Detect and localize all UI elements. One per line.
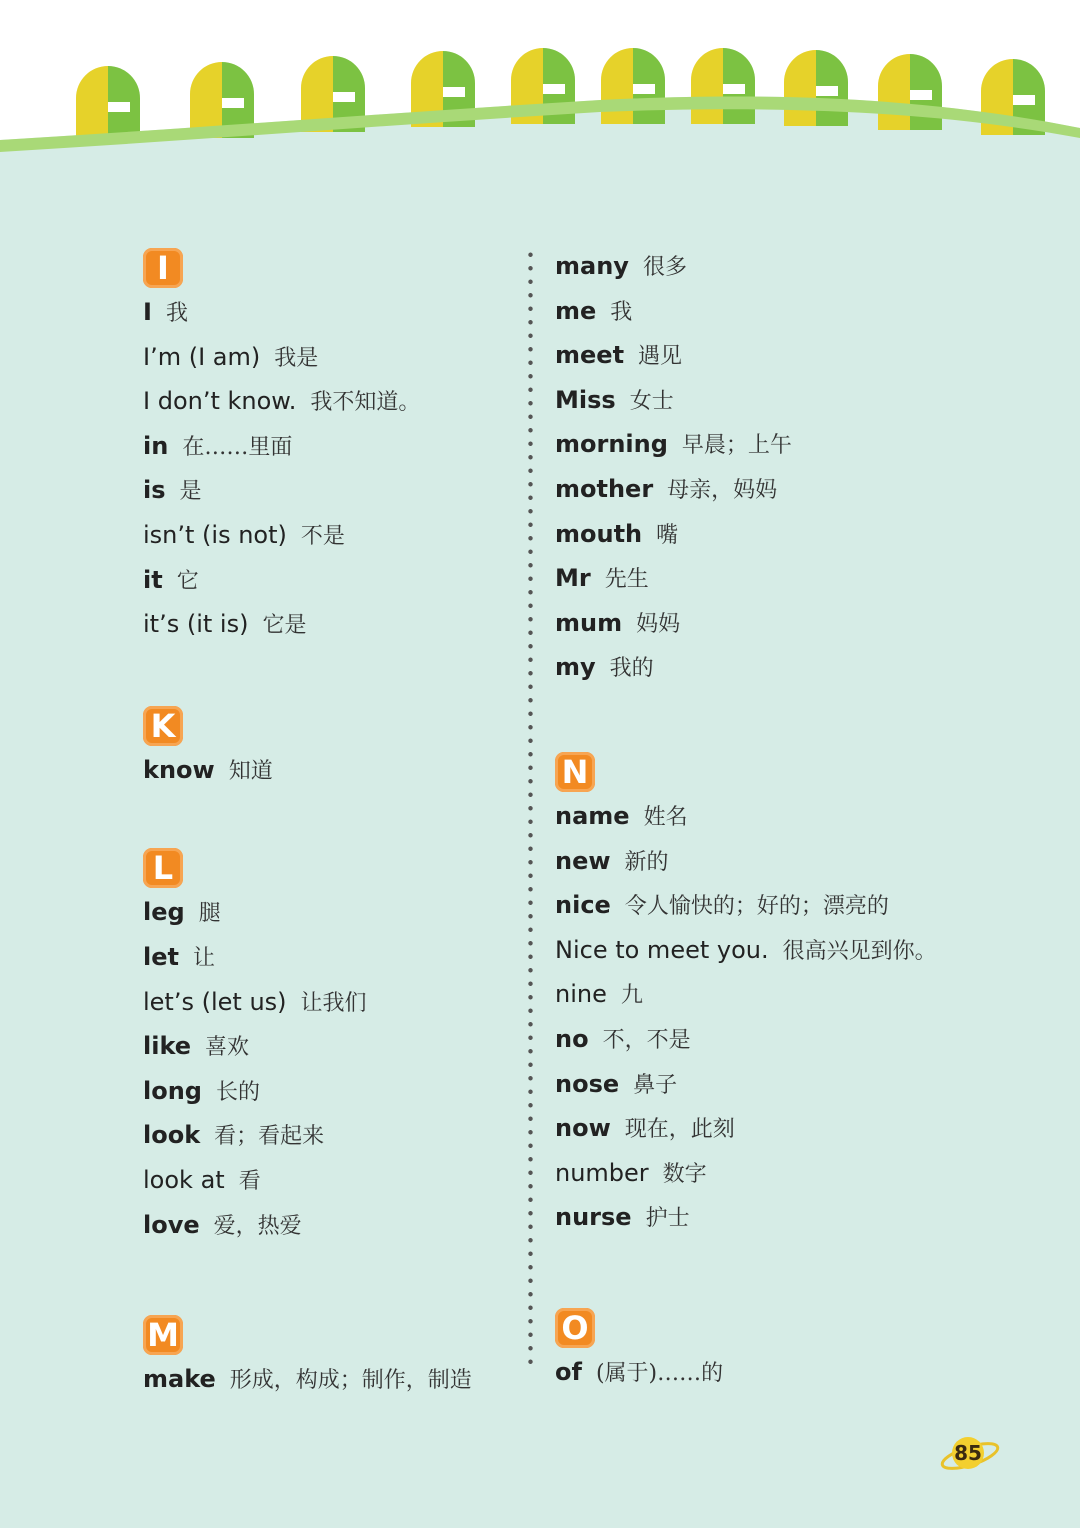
vocab-entry (143, 290, 523, 335)
vocab-entry (555, 1017, 1055, 1062)
chinese-meaning: 我是 (274, 345, 319, 371)
english-word: now (555, 1114, 611, 1143)
vocab-entry (555, 1195, 1055, 1240)
english-word: Mr (555, 564, 591, 593)
vocab-entry (555, 1106, 1055, 1151)
section-gap (555, 1240, 1055, 1304)
section-gap (143, 792, 523, 844)
left-column (143, 244, 523, 1402)
vocab-entry (143, 335, 523, 380)
vocab-entry (143, 468, 523, 513)
english-word: I’m (I am) (143, 342, 261, 371)
chinese-meaning: 它 (176, 568, 199, 594)
chinese-meaning: 让 (192, 945, 215, 971)
vocab-entry (555, 972, 1055, 1017)
english-word: Miss (555, 385, 616, 414)
chinese-meaning: 数字 (662, 1161, 707, 1187)
letter-badge: K (143, 706, 183, 746)
vocab-entry (555, 467, 1055, 512)
letter-section (555, 1308, 1055, 1395)
page-number: 85 (954, 1441, 982, 1465)
letter-badge: M (143, 1315, 183, 1355)
vocab-entry (143, 935, 523, 980)
letter-badge: I (143, 248, 183, 288)
english-word: like (143, 1032, 192, 1061)
english-word: number (555, 1158, 649, 1187)
english-word: Nice to meet you. (555, 935, 769, 964)
vocab-entry (555, 333, 1055, 378)
english-word: me (555, 296, 597, 325)
vocab-entry (143, 1113, 523, 1158)
tree-leaf-left (878, 54, 910, 130)
vocab-entry (143, 748, 523, 793)
english-word: is (143, 476, 166, 505)
vocab-entry (555, 883, 1055, 928)
vocab-entry (555, 422, 1055, 467)
vocab-entry (143, 513, 523, 558)
letter-section (555, 244, 1055, 690)
chinese-meaning: 我 (165, 301, 188, 326)
chinese-meaning: 鼻子 (633, 1072, 678, 1098)
english-word: morning (555, 430, 668, 459)
vocab-entry (143, 890, 523, 935)
chinese-meaning: 新的 (624, 849, 669, 875)
english-word: nine (555, 980, 607, 1009)
chinese-meaning: 让我们 (300, 990, 367, 1016)
letter-section (143, 848, 523, 1247)
vocab-entry (555, 289, 1055, 334)
english-word: new (555, 846, 611, 875)
chinese-meaning: (属于)……的 (595, 1360, 724, 1386)
chinese-meaning: 现在，此刻 (624, 1117, 735, 1143)
tree-notch (910, 90, 932, 100)
tree-leaf-left (784, 50, 816, 126)
letter-section (143, 706, 523, 793)
english-word: mother (555, 474, 654, 503)
english-word: meet (555, 341, 625, 370)
chinese-meaning: 女士 (629, 388, 674, 414)
vocab-entry (143, 1158, 523, 1203)
english-word: nice (555, 891, 611, 920)
english-word: it’s (it is) (143, 610, 249, 639)
chinese-meaning: 姓名 (643, 804, 688, 830)
chinese-meaning: 不是 (300, 523, 345, 549)
vocab-entry (555, 378, 1055, 423)
english-word: many (555, 252, 629, 280)
chinese-meaning: 九 (620, 983, 643, 1009)
vocab-entry (555, 794, 1055, 839)
chinese-meaning: 腿 (198, 901, 221, 927)
english-word: I don’t know. (143, 387, 297, 416)
chinese-meaning: 护士 (645, 1206, 690, 1232)
chinese-meaning: 知道 (228, 758, 273, 784)
vocab-entry (143, 980, 523, 1025)
chinese-meaning: 遇见 (638, 344, 683, 370)
tree-notch (633, 84, 655, 94)
vocab-entry (555, 1062, 1055, 1107)
chinese-meaning: 妈妈 (636, 611, 681, 637)
vocab-entry (555, 244, 1055, 289)
letter-section (555, 752, 1055, 1240)
english-word: mum (555, 608, 623, 637)
tree-notch (222, 98, 244, 108)
english-word: look (143, 1121, 201, 1150)
vocab-entry (555, 556, 1055, 601)
chinese-meaning: 很高兴见到你。 (782, 938, 937, 964)
english-word: it (143, 565, 163, 594)
chinese-meaning: 母亲，妈妈 (667, 477, 778, 503)
chinese-meaning: 在……里面 (182, 434, 293, 460)
tree-notch (543, 84, 565, 94)
chinese-meaning: 早晨；上午 (681, 433, 792, 459)
english-word: long (143, 1076, 202, 1105)
vocab-entry (143, 602, 523, 647)
vocab-entry (555, 928, 1055, 973)
chinese-meaning: 很多 (642, 255, 687, 280)
letter-badge: N (555, 752, 595, 792)
english-word: look at (143, 1165, 225, 1194)
chinese-meaning: 它是 (262, 613, 307, 639)
chinese-meaning: 形成，构成；制作，制造 (229, 1368, 472, 1394)
english-word: leg (143, 898, 185, 927)
english-word: let (143, 942, 179, 971)
chinese-meaning: 看 (238, 1168, 261, 1194)
right-column (555, 244, 1055, 1394)
vocab-entry (555, 512, 1055, 557)
tree-notch (1013, 95, 1035, 105)
vocab-entry (143, 1024, 523, 1069)
tree-leaf-left (601, 48, 633, 124)
chinese-meaning: 令人愉快的；好的；漂亮的 (624, 894, 889, 920)
english-word: nurse (555, 1203, 632, 1232)
chinese-meaning: 我的 (609, 656, 654, 682)
chinese-meaning: 嘴 (656, 522, 679, 548)
tree-notch (333, 92, 355, 102)
english-word: know (143, 755, 215, 784)
vocab-entry (143, 1069, 523, 1114)
vocab-entry (555, 1350, 1055, 1395)
tree-notch (723, 84, 745, 94)
letter-section (143, 1315, 523, 1402)
chinese-meaning: 我不知道。 (310, 390, 421, 416)
chinese-meaning: 不，不是 (602, 1027, 691, 1053)
chinese-meaning: 爱，热爱 (213, 1213, 302, 1239)
vocab-entry (143, 1357, 523, 1402)
vocab-entry (143, 379, 523, 424)
chinese-meaning: 喜欢 (205, 1035, 250, 1061)
vocab-entry (555, 601, 1055, 646)
chinese-meaning: 我 (610, 299, 633, 325)
english-word: mouth (555, 519, 643, 548)
tree-leaf-left (76, 66, 108, 142)
letter-badge: O (555, 1308, 595, 1348)
english-word: of (555, 1357, 582, 1386)
english-word: my (555, 653, 596, 682)
vocab-entry (555, 1151, 1055, 1196)
english-word: make (143, 1365, 216, 1394)
letter-badge: L (143, 848, 183, 888)
letter-section (143, 248, 523, 647)
vocab-entry (143, 558, 523, 603)
english-word: in (143, 431, 169, 460)
english-word: nose (555, 1069, 620, 1098)
tree-notch (108, 102, 130, 112)
tree-notch (816, 86, 838, 96)
english-word: I (143, 298, 152, 326)
english-word: isn’t (is not) (143, 520, 287, 549)
section-gap (143, 1247, 523, 1311)
vocab-entry (143, 1203, 523, 1248)
english-word: let’s (let us) (143, 987, 287, 1016)
chinese-meaning: 是 (179, 479, 202, 505)
english-word: name (555, 801, 630, 830)
section-gap (555, 690, 1055, 748)
vocab-entry (143, 424, 523, 469)
chinese-meaning: 看；看起来 (214, 1124, 325, 1150)
tree-leaf-left (691, 48, 723, 124)
section-gap (143, 647, 523, 702)
chinese-meaning: 先生 (604, 567, 649, 593)
english-word: no (555, 1024, 589, 1053)
english-word: love (143, 1210, 200, 1239)
tree-notch (443, 87, 465, 97)
column-divider (528, 248, 533, 1368)
vocab-entry (555, 839, 1055, 884)
chinese-meaning: 长的 (215, 1079, 260, 1105)
vocab-entry (555, 645, 1055, 690)
